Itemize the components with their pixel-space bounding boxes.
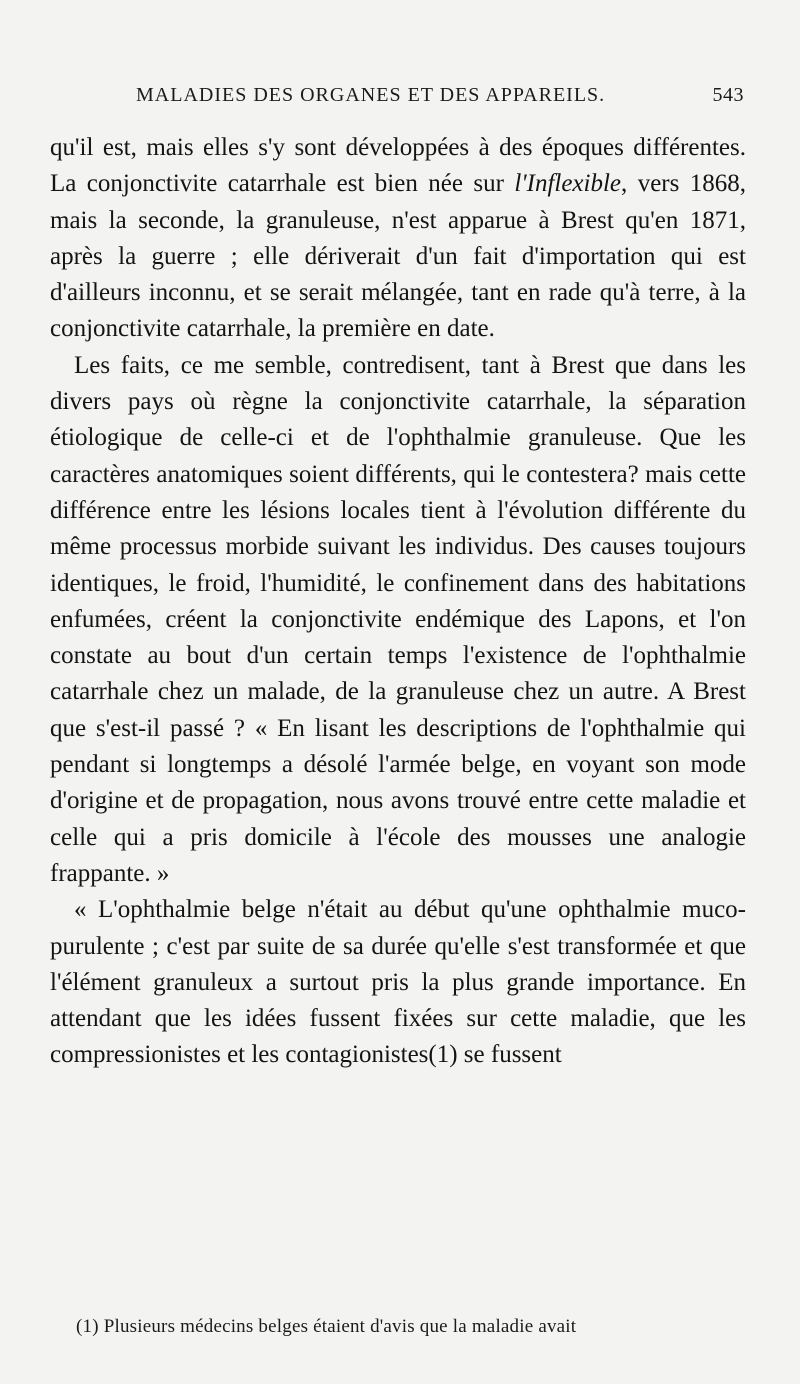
paragraph-text: qu'il est, mais elles s'y sont développées à des époques différentes. La conjonctivite catarrhale est bien née sur — [50, 134, 746, 198]
page-number: 543 — [712, 84, 744, 106]
paragraph: Les faits, ce me semble, contredisent, tant à Brest que dans les divers pays où règne la conjonctivite catarrhale, la séparation étiologique de celle-ci et de l'ophthalmie granuleuse. Que les caractères anatomiques soient différents, qui le contestera? mais cette différence entre les lésions locales tient à l'évolution différente du même processus morbide suivant les individus. Des causes toujours identiques, le froid, l'humidité, le confinement dans des habitations enfumées, créent la conjonctivite endémique des Lapons, et l'on constate au bout d'un certain temps l'existence de l'ophthalmie catarrhale chez un malade, de la granuleuse chez un autre. A Brest que s'est-il passé ? « En lisant les descriptions de l'ophthalmie qui pendant si longtemps a désolé l'armée belge, en voyant son mode d'origine et de propagation, nous avons trouvé entre cette maladie et celle qui a pris domicile à l'école des mousses une analogie frappante. » — [50, 351, 746, 887]
running-header — [136, 84, 744, 120]
running-title: MALADIES DES ORGANES ET DES APPAREILS. — [136, 84, 606, 106]
footnote: (1) Plusieurs médecins belges étaient d'avis que la maladie avait — [76, 1316, 577, 1337]
ship-name: l'Inflexible — [514, 170, 622, 198]
body-text — [50, 130, 746, 1074]
paragraph-text: , vers 1868, mais la seconde, la granuleuse, n'est apparue à Brest qu'en 1871, après la guerre ; elle dériverait d'un fait d'importation qui est d'ailleurs inconnu, et se serait mélangée, tant en rade qu'à terre, à la conjonctivite catarrhale, la première en date. — [50, 170, 746, 343]
paragraph — [50, 130, 746, 348]
paragraph: « L'ophthalmie belge n'était au début qu'une ophthalmie muco-purulente ; c'est par suite de sa durée qu'elle s'est transformée et que l'élément granuleux a surtout pris la plus grande importance. En attendant que les idées fussent fixées sur cette maladie, que les compressionistes et les contagionistes(1) se fussent — [50, 896, 746, 1069]
